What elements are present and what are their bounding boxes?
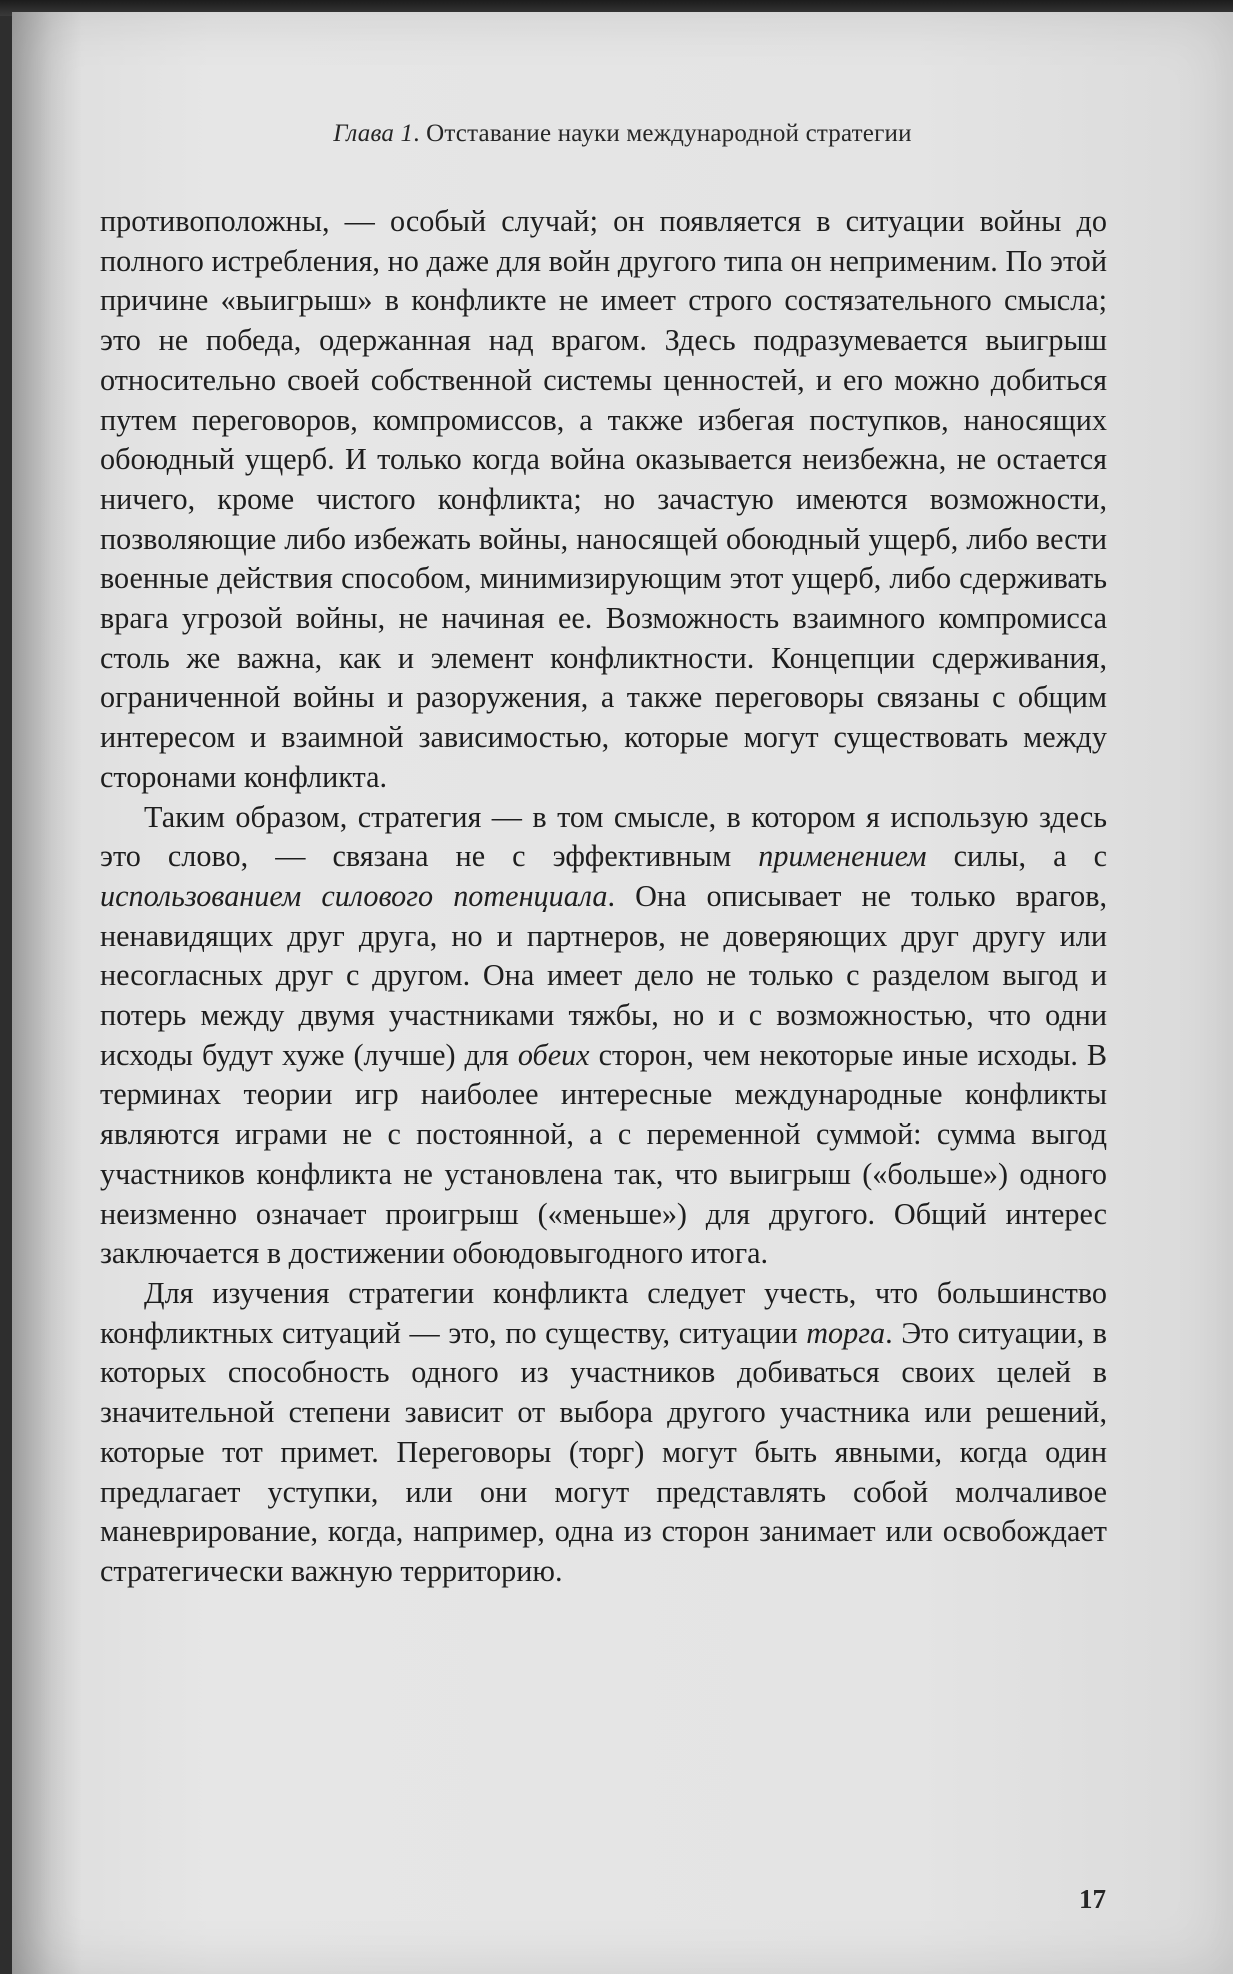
page-number: 17: [1079, 1884, 1106, 1914]
italic-text: торга: [806, 1315, 886, 1350]
text-run: . Это ситуации, в которых способность одного из участников добиваться своих целей в значительной степени зависит от выбора другого участника или решений, которые тот примет. Переговоры (торг) могут быть явными, когда один предлагает уступки, или они могут представлять собой молчаливое маневрирование, когда, например, одна из сторон занимает или освобождает стратегически важную территорию.: [100, 1315, 1107, 1588]
text-run: . Она описывает не только врагов, ненавидящих друг друга, но и партнеров, не доверяющих друг другу или несогласных друг с другом. Она имеет дело не только с разделом выгод и потерь между двумя участниками тяжбы, но и с возможностью, что одни исходы будут хуже (лучше) для: [100, 878, 1107, 1072]
text-run: сторон, чем некоторые иные исходы. В терминах теории игр наиболее интересные международные конфликты являются играми не с постоянной, а с переменной суммой: сумма выгод участников конфликта не установлена так, что выигрыш («больше») одного неизменно означает проигрыш («меньше») для другого. Общий интерес заключается в достижении обоюдовыгодного итога.: [100, 1037, 1108, 1271]
paragraph: [100, 1274, 1107, 1592]
italic-text: использованием силового потенциала: [100, 878, 608, 913]
text-run: Для изучения стратегии конфликта следует учесть, что большинство конфликтных ситуаций — это, по существу, ситуации: [100, 1275, 1107, 1350]
chapter-label: Глава 1: [333, 120, 414, 147]
book-page: [12, 12, 1233, 1974]
italic-text: применением: [758, 839, 927, 874]
paragraph: [100, 798, 1107, 1274]
text-run: Таким образом, стратегия — в том смысле, в котором я использую здесь это слово, — связана не с эффективным: [100, 799, 1107, 874]
paragraph: [100, 202, 1107, 798]
body-text: [100, 202, 1107, 1592]
chapter-separator: .: [413, 120, 427, 147]
gutter-shadow: [12, 12, 82, 1974]
chapter-title: Отставание науки международной стратегии: [426, 120, 912, 147]
text-run: силы, а с: [926, 839, 1108, 874]
running-header: [12, 120, 1233, 148]
text-run: противоположны, — особый случай; он появляется в ситуации войны до полного истребления, но даже для войн другого типа он неприменим. По этой причине «выигрыш» в конфликте не имеет строго состязательного смысла; это не победа, одержанная над врагом. Здесь подразумевается выигрыш относительно своей собственной системы ценностей, и его можно добиться путем переговоров, компромиссов, а также избегая поступков, наносящих обоюдный ущерб. И только когда война оказывается неизбежна, не остается ничего, кроме чистого конфликта; но зачастую имеются возможности, позволяющие либо избежать войны, наносящей обоюдный ущерб, либо вести военные действия способом, минимизирующим этот ущерб, либо сдерживать врага угрозой войны, не начиная ее. Возможность взаимного компромисса столь же важна, как и элемент конфликтности. Концепции сдерживания, ограниченной войны и разоружения, а также переговоры связаны с общим интересом и взаимной зависимостью, которые могут существовать между сторонами конфликта.: [100, 204, 1107, 794]
italic-text: обеих: [517, 1037, 590, 1072]
